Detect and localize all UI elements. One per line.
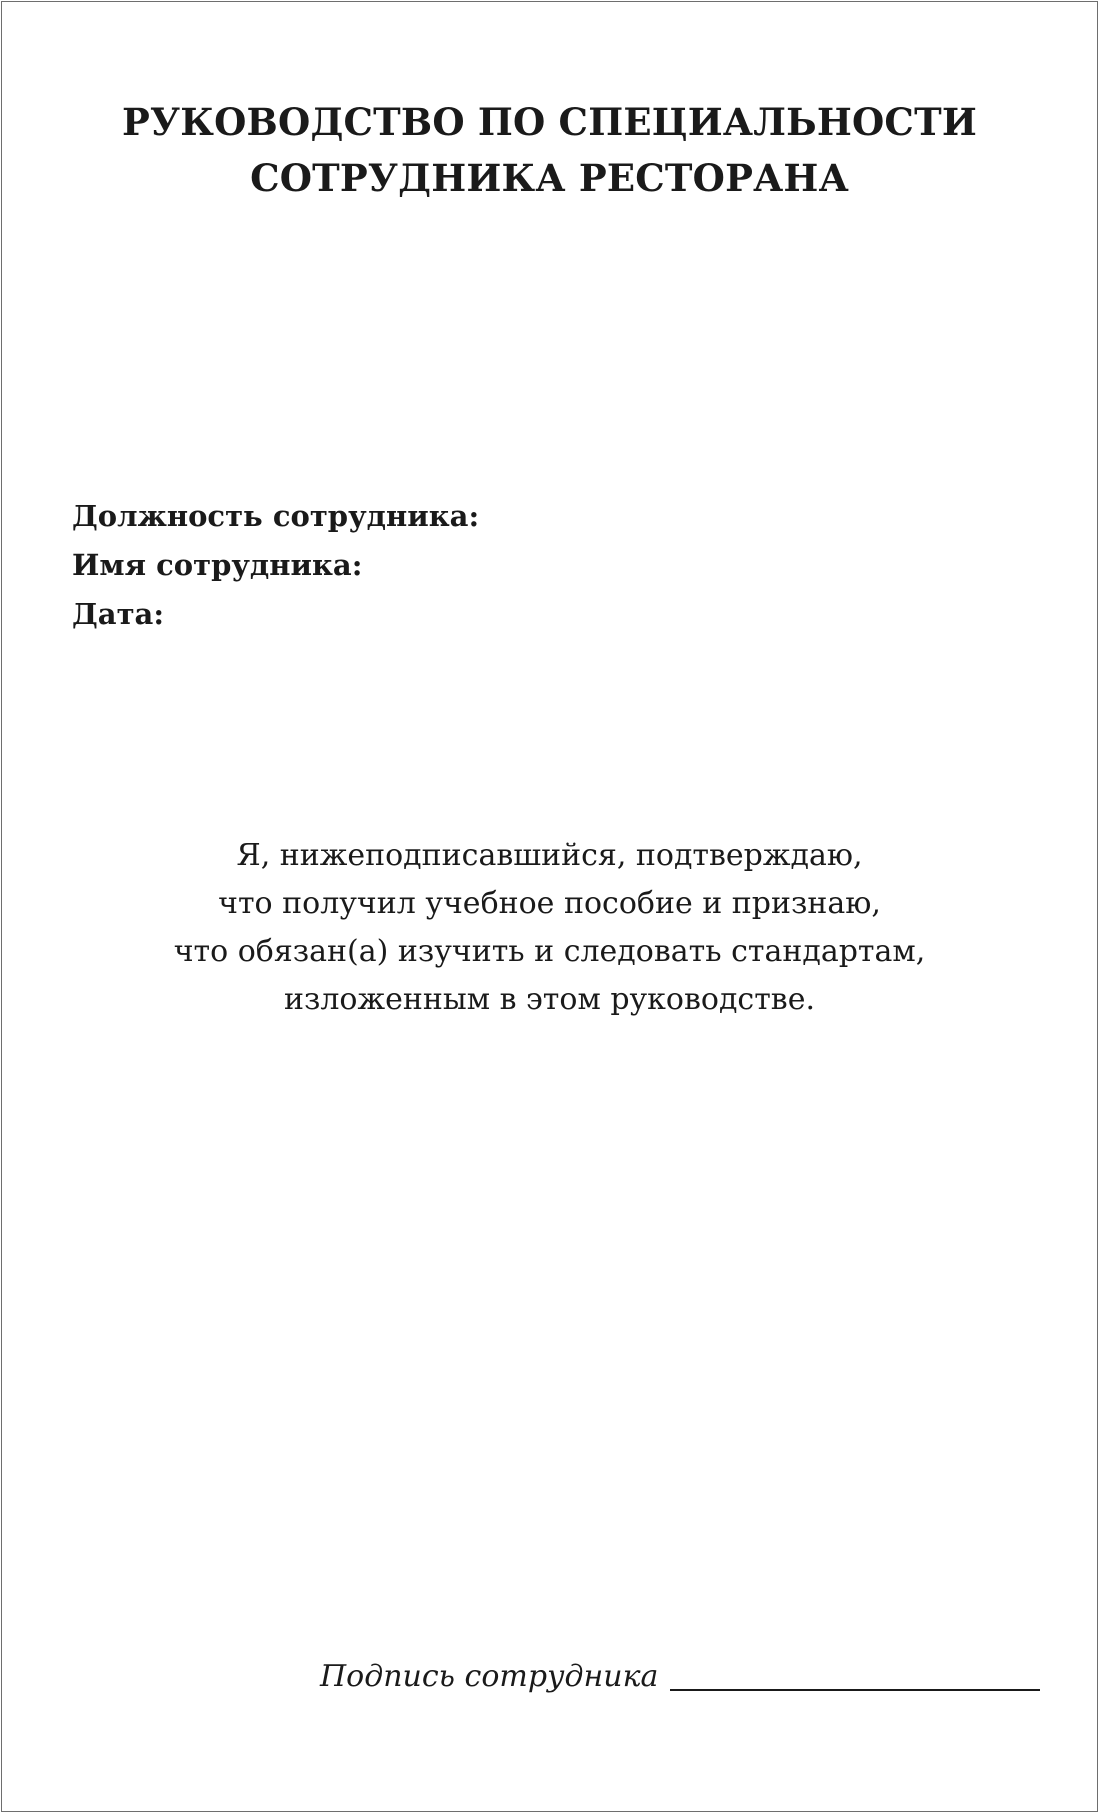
statement-line-1: Я, нижеподписавшийся, подтверждаю, [236,838,863,873]
name-label: Имя сотрудника: [72,548,363,582]
statement-line-4: изложенным в этом руководстве. [284,982,815,1017]
page-title [2,94,1097,206]
statement-line-3: что обязан(а) изучить и следовать стандартам, [173,934,926,969]
position-label: Должность сотрудника: [72,499,480,533]
date-label: Дата: [72,597,165,631]
signature-label: Подпись сотрудника [320,1659,659,1694]
signature-line [670,1689,1040,1691]
title-line-2: СОТРУДНИКА РЕСТОРАНА [250,156,849,200]
document-page [1,1,1098,1812]
employee-fields [72,492,479,639]
signature-block [320,1657,1040,1697]
title-line-1: РУКОВОДСТВО ПО СПЕЦИАЛЬНОСТИ [122,100,977,144]
acknowledgement-statement [2,832,1097,1024]
statement-line-2: что получил учебное пособие и признаю, [218,886,881,921]
